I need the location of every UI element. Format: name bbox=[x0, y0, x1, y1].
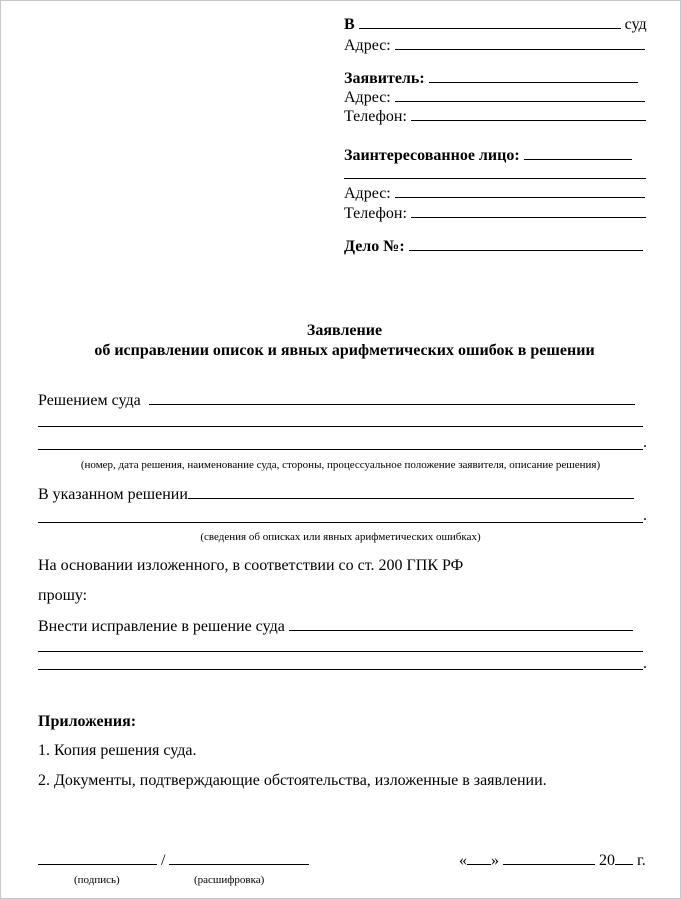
month-blank[interactable] bbox=[503, 850, 595, 865]
document-subtitle: об исправлении описок и явных арифметических ошибок в решении bbox=[94, 342, 595, 359]
interested-blank[interactable] bbox=[524, 145, 632, 160]
specified-blank-1[interactable] bbox=[188, 484, 634, 499]
interested-phone-line bbox=[344, 203, 646, 223]
court-name-blank[interactable] bbox=[359, 14, 621, 29]
interested-address-blank[interactable] bbox=[395, 183, 645, 198]
decision-blank-2[interactable] bbox=[38, 426, 643, 427]
date-open-quote: « bbox=[459, 852, 467, 869]
interested-blank-2[interactable] bbox=[344, 178, 646, 179]
signature-blank[interactable] bbox=[38, 850, 157, 865]
signature-line bbox=[38, 850, 309, 870]
court-address-label: Адрес: bbox=[344, 37, 391, 54]
court-address-blank[interactable] bbox=[395, 35, 645, 50]
case-line bbox=[344, 236, 643, 256]
attachment-item-2: 2. Документы, подтверждающие обстоятельства, изложенные в заявлении. bbox=[38, 772, 547, 789]
decision-line bbox=[38, 390, 635, 410]
case-number-blank[interactable] bbox=[409, 236, 643, 251]
court-line bbox=[344, 14, 647, 34]
case-label: Дело №: bbox=[344, 238, 405, 255]
correction-blank-2[interactable] bbox=[38, 651, 643, 652]
decision-blank-3[interactable] bbox=[38, 449, 643, 450]
court-address-line bbox=[344, 35, 645, 55]
applicant-blank[interactable] bbox=[429, 68, 638, 83]
decoding-caption: (расшифровка) bbox=[194, 874, 265, 886]
correction-label: Внести исправление в решение суда bbox=[38, 618, 285, 635]
decoding-blank[interactable] bbox=[169, 850, 309, 865]
day-blank[interactable] bbox=[467, 850, 491, 865]
signature-caption: (подпись) bbox=[74, 874, 120, 886]
interested-address-label: Адрес: bbox=[344, 185, 391, 202]
applicant-phone-label: Телефон: bbox=[344, 108, 407, 125]
year-prefix: 20 bbox=[599, 852, 615, 869]
specified-period: . bbox=[643, 507, 647, 524]
year-suffix: г. bbox=[637, 852, 646, 869]
decision-period: . bbox=[643, 434, 647, 451]
decision-label: Решением суда bbox=[38, 392, 141, 409]
applicant-label: Заявитель: bbox=[344, 70, 425, 87]
applicant-address-label: Адрес: bbox=[344, 89, 391, 106]
correction-blank-3[interactable] bbox=[38, 669, 643, 670]
specified-label: В указанном решении bbox=[38, 486, 188, 503]
interested-phone-blank[interactable] bbox=[411, 203, 646, 218]
specified-line bbox=[38, 484, 634, 504]
decision-caption: (номер, дата решения, наименование суда, стороны, процессуальное положение заявителя, описание решения) bbox=[80, 459, 601, 471]
correction-blank-1[interactable] bbox=[289, 616, 633, 631]
applicant-address-blank[interactable] bbox=[395, 87, 645, 102]
correction-period: . bbox=[643, 655, 647, 672]
attachment-item-1: 1. Копия решения суда. bbox=[38, 742, 197, 759]
interested-phone-label: Телефон: bbox=[344, 205, 407, 222]
applicant-phone-blank[interactable] bbox=[411, 106, 646, 121]
applicant-phone-line bbox=[344, 106, 646, 126]
applicant-address-line bbox=[344, 87, 645, 107]
year-blank[interactable] bbox=[615, 850, 633, 865]
interested-address-line bbox=[344, 183, 645, 203]
specified-caption: (сведения об описках или явных арифметических ошибках) bbox=[200, 531, 481, 543]
document-title: Заявление bbox=[306, 322, 383, 339]
decision-blank-1[interactable] bbox=[149, 390, 635, 405]
date-line bbox=[459, 850, 646, 870]
correction-line bbox=[38, 616, 633, 636]
court-prefix: В bbox=[344, 16, 355, 33]
interested-line bbox=[344, 145, 632, 165]
signature-slash: / bbox=[161, 852, 166, 869]
request-text: прошу: bbox=[38, 587, 88, 604]
specified-blank-2[interactable] bbox=[38, 522, 643, 523]
attachments-heading: Приложения: bbox=[38, 713, 137, 730]
court-suffix: суд bbox=[624, 16, 647, 33]
interested-label: Заинтересованное лицо: bbox=[344, 147, 520, 164]
basis-text: На основании изложенного, в соответствии со ст. 200 ГПК РФ bbox=[38, 557, 464, 574]
applicant-line bbox=[344, 68, 638, 88]
date-close-quote: » bbox=[491, 852, 499, 869]
